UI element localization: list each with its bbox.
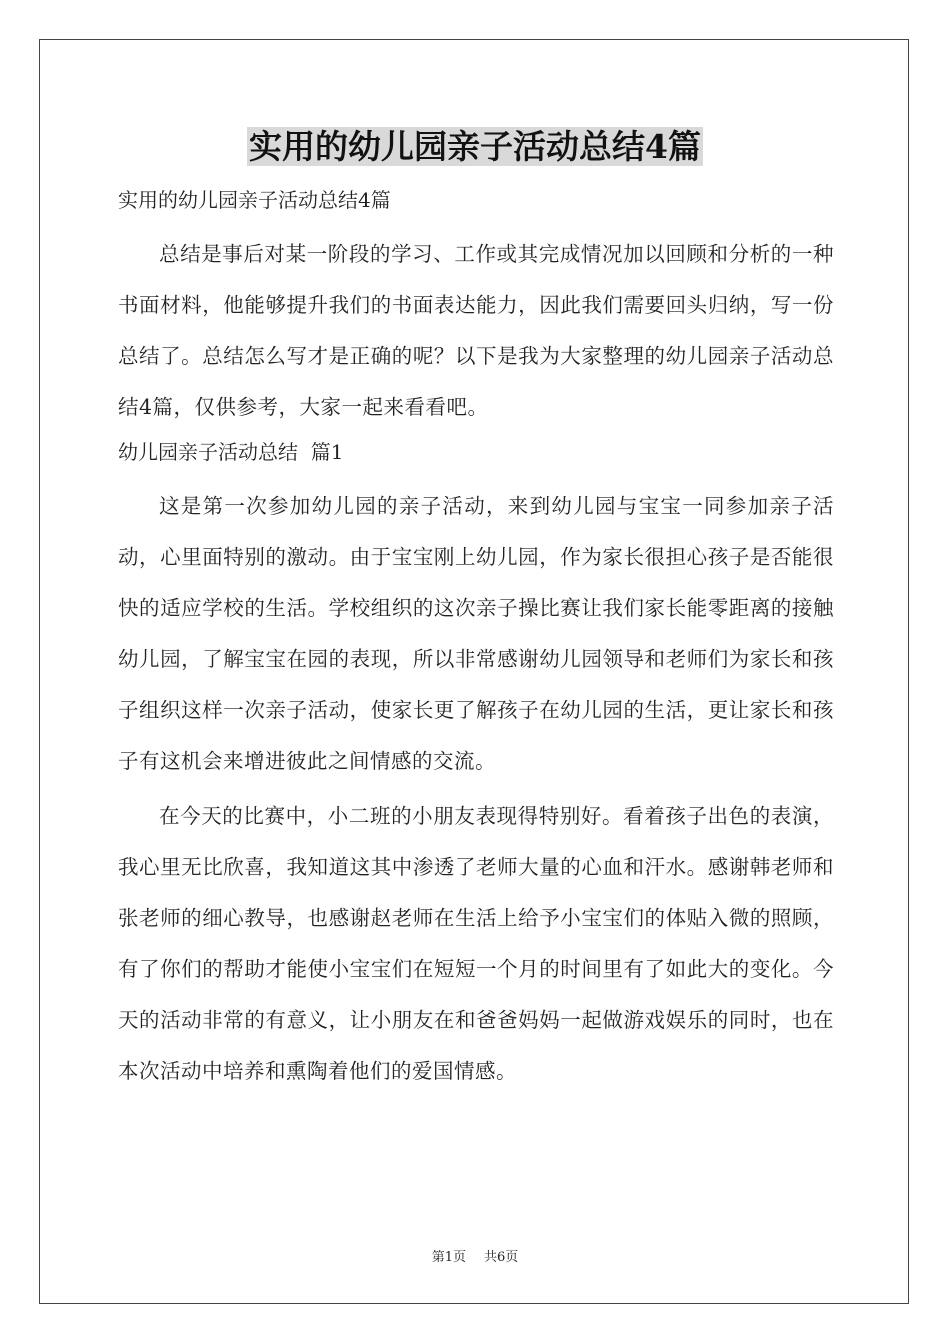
body-paragraph-1: 这是第一次参加幼儿园的亲子活动，来到幼儿园与宝宝一同参加亲子活动，心里面特别的激动。由于宝宝刚上幼儿园，作为家长很担心孩子是否能很快的适应学校的生活。学校组织的这次亲子操比赛让我们家长能零距离的接触幼儿园，了解宝宝在园的表现，所以非常感谢幼儿园领导和老师们为家长和孩子组织这样一次亲子活动，使家长更了解孩子在幼儿园的生活，更让家长和孩子有这机会来增进彼此之间情感的交流。 <box>118 494 834 773</box>
section-heading: 幼儿园亲子活动总结 篇1 <box>118 440 344 464</box>
intro-paragraph: 总结是事后对某一阶段的学习、工作或其完成情况加以回顾和分析的一种书面材料，他能够提升我们的书面表达能力，因此我们需要回头归纳，写一份总结了。总结怎么写才是正确的呢？以下是我为大家整理的幼儿园亲子活动总结4篇，仅供参考，大家一起来看看吧。 <box>118 242 834 419</box>
document-body <box>118 181 834 1097</box>
document-subtitle: 实用的幼儿园亲子活动总结4篇 <box>118 188 391 212</box>
page-number: 第1页 <box>431 1250 466 1265</box>
page-total: 共6页 <box>484 1250 519 1265</box>
document-title <box>0 124 950 170</box>
body-paragraph-2: 在今天的比赛中，小二班的小朋友表现得特别好。看着孩子出色的表演，我心里无比欣喜，我知道这其中渗透了老师大量的心血和汗水。感谢韩老师和张老师的细心教导，也感谢赵老师在生活上给予小宝宝们的体贴入微的照顾，有了你们的帮助才能使小宝宝们在短短一个月的时间里有了如此大的变化。今天的活动非常的有意义，让小朋友在和爸爸妈妈一起做游戏娱乐的同时，也在本次活动中培养和熏陶着他们的爱国情感。 <box>118 804 834 1083</box>
document-title-text: 实用的幼儿园亲子活动总结4篇 <box>249 127 701 166</box>
page-footer <box>0 1246 950 1265</box>
